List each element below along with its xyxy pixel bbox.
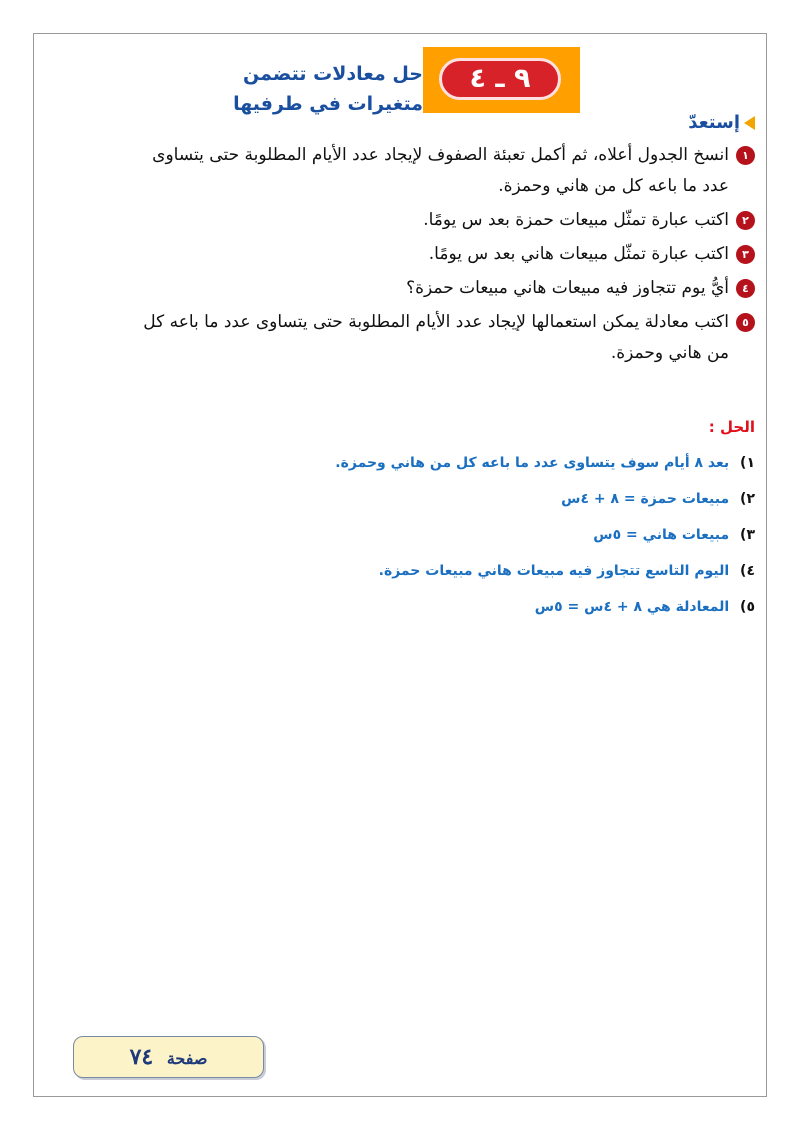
answer-number: ٣): [740, 527, 755, 543]
question-item: [135, 307, 755, 369]
question-item: [135, 140, 755, 202]
question-number-badge: ٤: [736, 279, 755, 298]
question-number-badge: ٥: [736, 313, 755, 332]
answer-item: [115, 593, 755, 629]
answer-item: [115, 485, 755, 521]
lesson-number-banner: [423, 47, 580, 113]
explore-heading-label: إستعدّ: [688, 112, 740, 133]
page-number-content: [74, 1037, 263, 1077]
answer-number: ٥): [740, 599, 755, 615]
question-item: [135, 273, 755, 304]
answer-number: ٤): [740, 563, 755, 579]
lesson-number-badge: ٩ ـ ٤: [439, 58, 561, 100]
page-number: ٧٤: [129, 1044, 154, 1070]
question-number-badge: ٣: [736, 245, 755, 264]
lesson-title-line-1: حل معادلات تتضمن: [243, 63, 423, 85]
answer-list: [115, 449, 755, 629]
answer-number: ٢): [740, 491, 755, 507]
question-text: اكتب عبارة تمثّل مبيعات هاني بعد س يومًا.: [428, 244, 729, 264]
answer-text: بعد ٨ أيام سوف يتساوى عدد ما باعه كل من هاني وحمزة.: [335, 455, 730, 471]
explore-heading: [688, 112, 755, 133]
answer-item: [115, 449, 755, 485]
answer-text: المعادلة هي ٨ + ٤س = ٥س: [534, 599, 730, 615]
answer-item: [115, 557, 755, 593]
question-text: اكتب عبارة تمثّل مبيعات حمزة بعد س يومًا.: [423, 210, 729, 230]
question-item: [135, 205, 755, 236]
question-text: اكتب معادلة يمكن استعمالها لإيجاد عدد الأيام المطلوبة حتى يتساوى عدد ما باعه كل من هاني وحمزة.: [143, 312, 729, 363]
answer-number: ١): [740, 455, 755, 471]
page-label: صفحة: [166, 1049, 208, 1068]
question-number-badge: ١: [736, 146, 755, 165]
question-number-badge: ٢: [736, 211, 755, 230]
lesson-title: [233, 59, 423, 119]
question-text: أيُّ يوم تتجاوز فيه مبيعات هاني مبيعات حمزة؟: [406, 278, 729, 298]
answer-text: اليوم التاسع تتجاوز فيه مبيعات هاني مبيعات حمزة.: [378, 563, 730, 579]
answer-text: مبيعات حمزة = ٨ + ٤س: [561, 491, 730, 507]
lesson-title-line-2: متغيرات في طرفيها: [233, 93, 423, 115]
question-list: [135, 140, 755, 372]
answer-text: مبيعات هاني = ٥س: [593, 527, 730, 543]
triangle-arrow-icon: [744, 116, 755, 130]
answer-item: [115, 521, 755, 557]
solution-label: الحل :: [708, 418, 755, 436]
question-text: انسخ الجدول أعلاه، ثم أكمل تعبئة الصفوف لإيجاد عدد الأيام المطلوبة حتى يتساوى عدد ما باعه كل من هاني وحمزة.: [152, 145, 729, 196]
page-number-box: [73, 1036, 264, 1078]
question-item: [135, 239, 755, 270]
